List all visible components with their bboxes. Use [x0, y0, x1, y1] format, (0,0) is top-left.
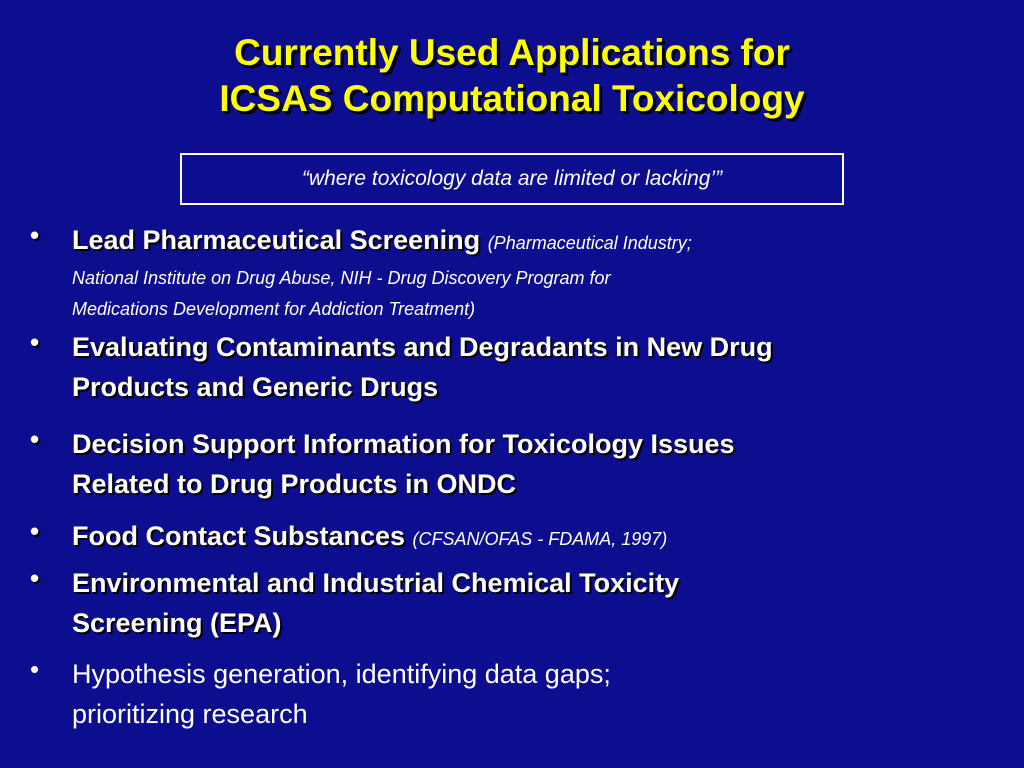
bullet-line-2: Products and Generic Drugs: [72, 372, 439, 402]
bullet-icon: •: [30, 327, 40, 357]
bullet-text: [72, 563, 962, 643]
bullet-note: (Pharmaceutical Industry;: [487, 233, 692, 253]
bullet-icon: •: [30, 220, 40, 250]
bullet-text: [72, 516, 962, 559]
bullet-text: [72, 424, 962, 504]
bullet-line-1: Environmental and Industrial Chemical Toxicity: [72, 568, 680, 598]
bullet-line-1: Hypothesis generation, identifying data gaps;: [72, 659, 611, 689]
bullet-note: (CFSAN/OFAS - FDAMA, 1997): [412, 529, 668, 549]
subtitle-box: “where toxicology data are limited or lacking’”: [180, 153, 844, 205]
bullet-icon: •: [30, 516, 40, 546]
slide-title-line-2: ICSAS Computational Toxicology: [219, 78, 805, 119]
bullet-text: [72, 327, 962, 407]
bullet-line-1: Decision Support Information for Toxicology Issues: [72, 429, 735, 459]
bullet-icon: •: [30, 654, 40, 684]
bullet-line-2: Related to Drug Products in ONDC: [72, 469, 517, 499]
slide-title-line-1: Currently Used Applications for: [234, 32, 790, 73]
bullet-main: Lead Pharmaceutical Screening: [72, 225, 481, 255]
bullet-text: [72, 654, 962, 734]
bullet-icon: •: [30, 424, 40, 454]
bullet-text: [72, 220, 962, 325]
bullet-line-2: Screening (EPA): [72, 608, 282, 638]
bullet-line-1: Evaluating Contaminants and Degradants in New Drug: [72, 332, 773, 362]
bullet-icon: •: [30, 563, 40, 593]
bullet-note-line-2: National Institute on Drug Abuse, NIH - Drug Discovery Program for: [72, 268, 611, 288]
bullet-line-2: prioritizing research: [72, 699, 308, 729]
bullet-note-line-3: Medications Development for Addiction Treatment): [72, 299, 476, 319]
bullet-main: Food Contact Substances: [72, 521, 406, 551]
